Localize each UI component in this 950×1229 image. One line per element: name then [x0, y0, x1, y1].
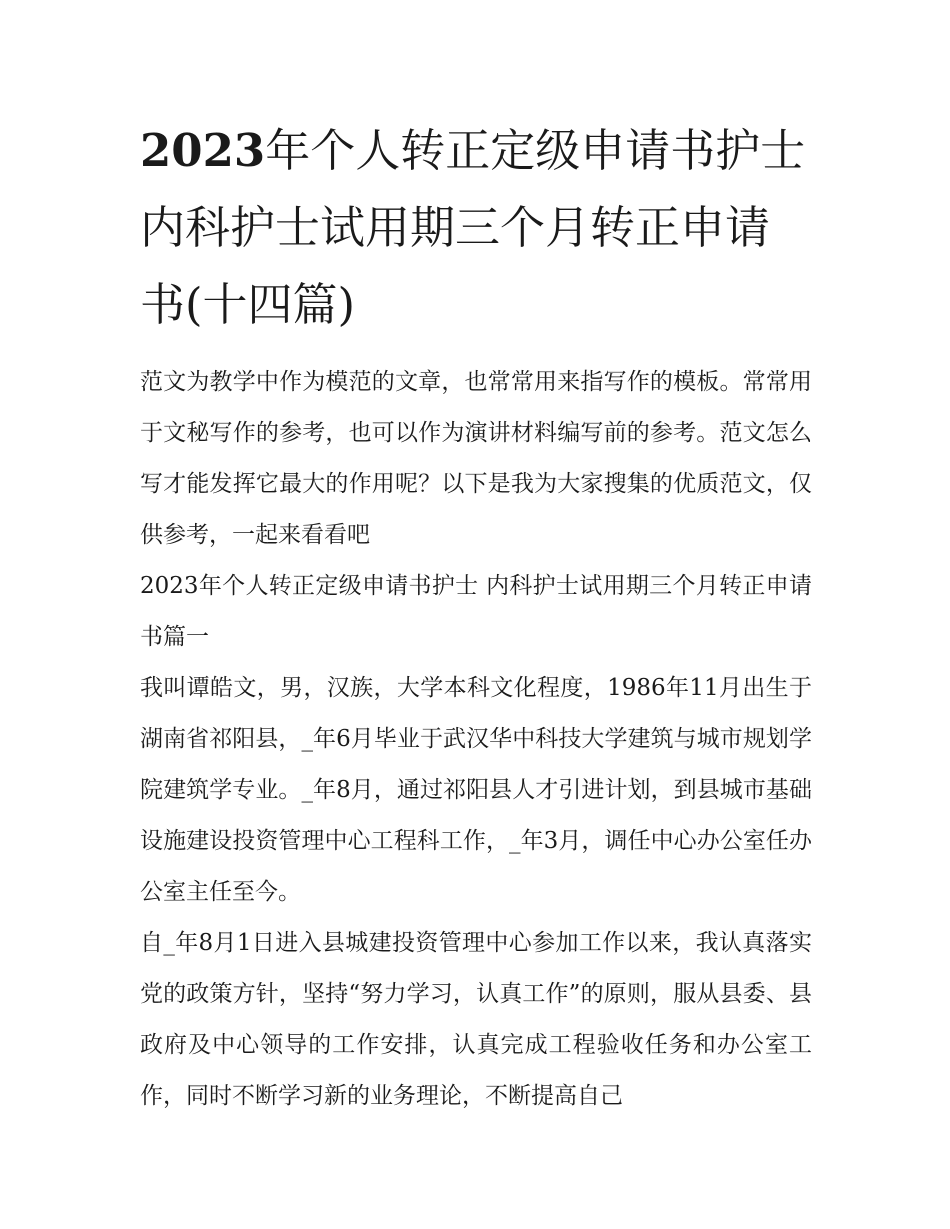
document-title: [140, 112, 812, 343]
title-year: 2023: [140, 124, 266, 177]
document-page: [140, 112, 812, 1122]
section-heading: 2023年个人转正定级申请书护士 内科护士试用期三个月转正申请书篇一: [140, 573, 812, 650]
body-paragraph-1: 我叫谭皓文，男，汉族，大学本科文化程度，1986年11月出生于湖南省祁阳县，_年6月毕业于武汉华中科技大学建筑与城市规划学院建筑学专业。_年8月，通过祁阳县人才引进计划，到县城市基础设施建设投资管理中心工程科工作，_年3月，调任中心办公室任办公室主任至今。: [140, 675, 812, 905]
body-paragraph-2: 自_年8月1日进入县城建投资管理中心参加工作以来，我认真落实党的政策方针，坚持“努力学习，认真工作”的原则，服从县委、县政府及中心领导的工作安排，认真完成工程验收任务和办公室工作，同时不断学习新的业务理论，不断提高自己: [140, 930, 812, 1109]
title-text: 年个人转正定级申请书护士 内科护士试用期三个月转正申请书(十四篇): [140, 124, 806, 331]
intro-paragraph: 范文为教学中作为模范的文章，也常常用来指写作的模板。常常用于文秘写作的参考，也可以作为演讲材料编写前的参考。范文怎么写才能发挥它最大的作用呢？以下是我为大家搜集的优质范文，仅供参考，一起来看看吧: [140, 369, 812, 548]
